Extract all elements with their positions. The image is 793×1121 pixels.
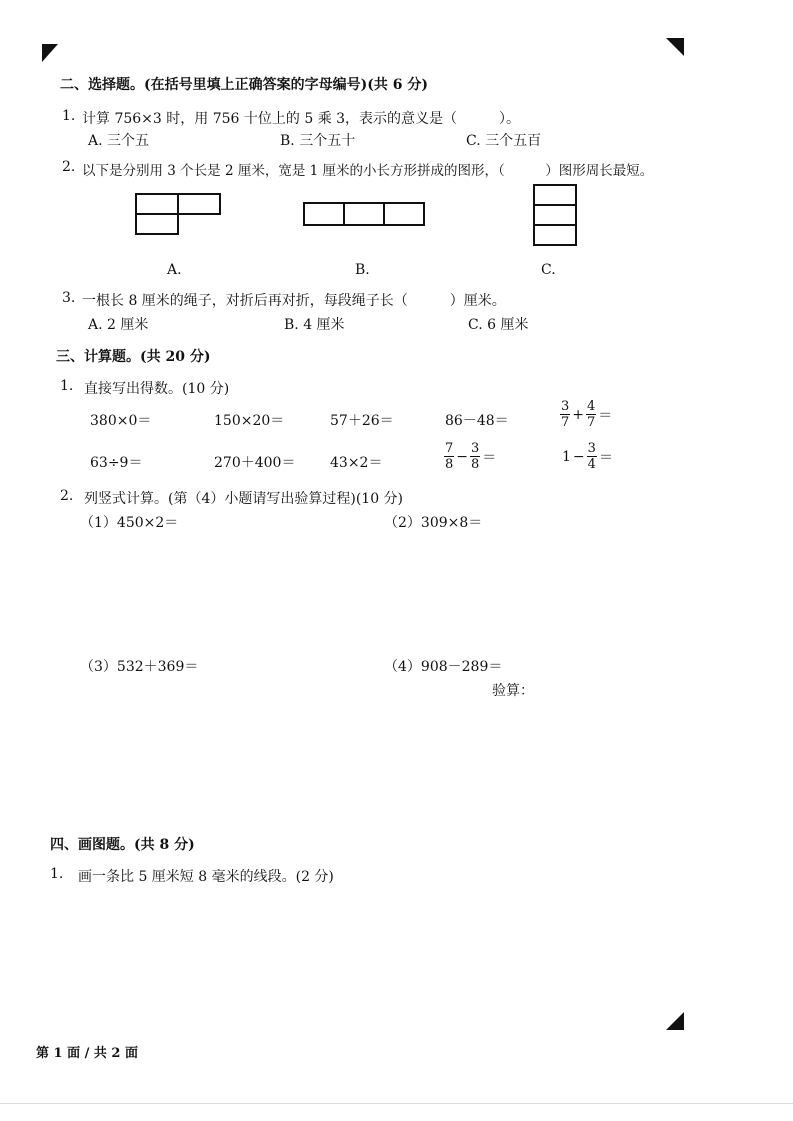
figure-a: [134, 192, 226, 238]
calc-frac-diff: $\frac{7}{8}$ − $\frac{3}{8}$ ＝: [445, 441, 497, 472]
q2-1-text: 计算 756×3 时，用 756 十位上的 5 乘 3，表示的意义是（ ）。: [82, 111, 521, 127]
q3-1-title: 直接写出得数。(10 分): [84, 381, 230, 397]
q2-3-number: 3.: [62, 290, 76, 306]
q2-1-number: 1.: [62, 108, 76, 124]
q2-2-number: 2.: [62, 159, 76, 175]
section2-heading: 二、选择题。(在括号里填上正确答案的字母编号)(共 6 分): [60, 77, 428, 93]
calc-270p400: 270＋400＝: [214, 455, 296, 471]
q2-1-option-b: B. 三个五十: [280, 133, 356, 149]
calc-86m48: 86－48＝: [445, 413, 509, 429]
fraction-7-8: $\frac{7}{8}$: [445, 441, 454, 472]
q2-1-option-c: C. 三个五百: [466, 133, 542, 149]
fraction-3-7: $\frac{3}{7}$: [561, 399, 570, 430]
vertical-calc-4: （4）908－289＝: [384, 659, 503, 675]
q2-3-option-a: A. 2 厘米: [88, 317, 149, 333]
figure-a-label: A.: [167, 262, 182, 278]
figure-c: [532, 183, 580, 251]
vertical-calc-1: （1）450×2＝: [80, 515, 179, 531]
q3-2-number: 2.: [60, 488, 74, 504]
q4-1-text: 画一条比 5 厘米短 8 毫米的线段。(2 分): [78, 869, 334, 885]
fraction-3-8: $\frac{3}{8}$: [471, 441, 480, 472]
calc-43x2: 43×2＝: [330, 455, 383, 471]
fraction-3-4: $\frac{3}{4}$: [587, 441, 596, 472]
calc-150x20: 150×20＝: [214, 413, 285, 429]
q2-3-option-b: B. 4 厘米: [284, 317, 345, 333]
q2-2-text: 以下是分别用 3 个长是 2 厘米，宽是 1 厘米的小长方形拼成的图形，（ ）图形周长最短。: [82, 163, 654, 179]
section4-heading: 四、画图题。(共 8 分): [50, 837, 195, 853]
page-bottom-divider: [0, 1103, 793, 1104]
figure-b-label: B.: [355, 262, 370, 278]
calc-one-minus-frac: 1 − $\frac{3}{4}$ ＝: [562, 441, 613, 472]
section3-heading: 三、计算题。(共 20 分): [56, 349, 211, 365]
calc-63d9: 63÷9＝: [90, 455, 143, 471]
figure-b: [302, 201, 430, 229]
corner-mark-bottom-right: [666, 1012, 684, 1030]
check-label: 验算：: [492, 683, 534, 699]
fraction-4-7: $\frac{4}{7}$: [587, 399, 596, 430]
q2-3-text: 一根长 8 厘米的绳子，对折后再对折，每段绳子长（ ）厘米。: [82, 293, 506, 309]
corner-mark-top-left: [42, 44, 58, 62]
q4-1-number: 1.: [50, 866, 64, 882]
corner-mark-top-right: [666, 38, 684, 56]
q2-3-option-c: C. 6 厘米: [468, 317, 529, 333]
calc-57p26: 57＋26＝: [330, 413, 394, 429]
q2-1-option-a: A. 三个五: [88, 133, 150, 149]
calc-380x0: 380×0＝: [90, 413, 152, 429]
figure-c-label: C.: [541, 262, 556, 278]
q3-1-number: 1.: [60, 378, 74, 394]
calc-frac-sum: $\frac{3}{7}$ + $\frac{4}{7}$ ＝: [561, 399, 613, 430]
vertical-calc-3: （3）532＋369＝: [80, 659, 199, 675]
q3-2-title: 列竖式计算。(第（4）小题请写出验算过程)(10 分): [84, 491, 404, 507]
page-number: 第 1 面 / 共 2 面: [36, 1046, 138, 1061]
vertical-calc-2: （2）309×8＝: [384, 515, 483, 531]
